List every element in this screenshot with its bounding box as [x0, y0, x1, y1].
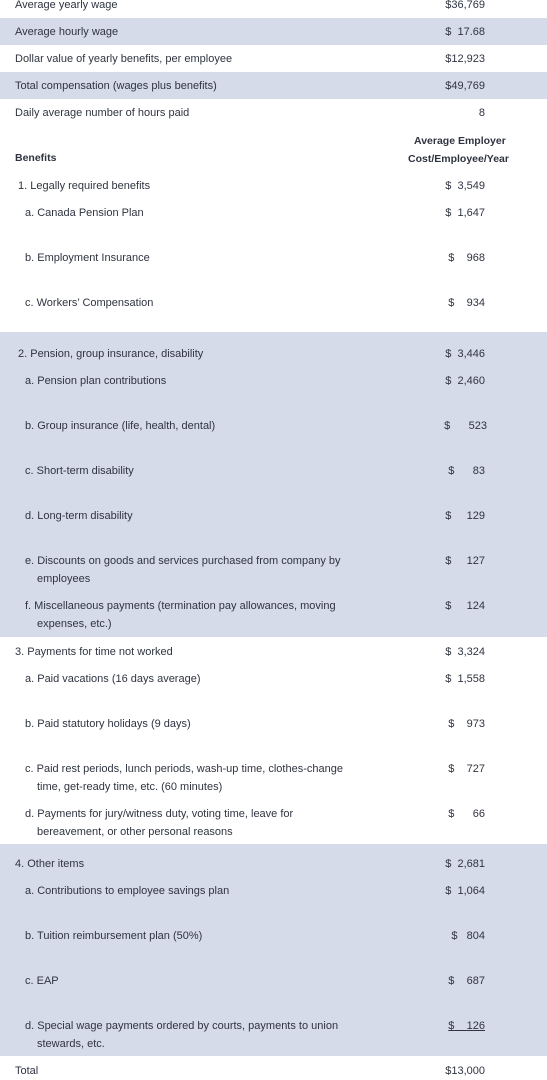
- summary-value: 8: [478, 107, 485, 119]
- group-total: $ 3,446: [445, 348, 485, 360]
- group-pension-insurance: [0, 332, 547, 637]
- summary-label: Average yearly wage: [15, 0, 118, 11]
- line-item-value: $ 126: [448, 1020, 485, 1032]
- group-title: 3. Payments for time not worked: [15, 646, 173, 658]
- summary-row: [0, 72, 547, 99]
- summary-row: [0, 45, 547, 72]
- line-item-label: c. EAP: [25, 975, 59, 987]
- line-item-label: a. Contributions to employee savings plan: [25, 885, 230, 897]
- summary-value: $12,923: [445, 53, 485, 65]
- line-item-label: b. Tuition reimbursement plan (50%): [25, 930, 203, 942]
- line-item-label: c. Workers’ Compensation: [25, 297, 154, 309]
- line-item-label: b. Paid statutory holidays (9 days): [25, 718, 191, 730]
- total-label: Total: [15, 1065, 39, 1077]
- line-item-label: d. Long-term disability: [25, 510, 133, 522]
- line-item-value: $ 968: [448, 252, 485, 264]
- cost-column-header-line2: Cost/Employee/Year: [408, 153, 509, 165]
- group-time-not-worked: [0, 637, 547, 844]
- cost-column-header-line1: Average Employer: [414, 135, 506, 147]
- line-item-value: $ 934: [448, 297, 485, 309]
- line-item-label: b. Group insurance (life, health, dental): [25, 420, 216, 432]
- group-title: 4. Other items: [15, 858, 85, 870]
- line-item-value: $ 523: [444, 420, 487, 432]
- line-item-label: f. Miscellaneous payments (termination pay allowances, moving expenses, etc.): [25, 600, 336, 630]
- summary-value: $36,769: [445, 0, 485, 11]
- line-item-label: d. Payments for jury/witness duty, voting time, leave for bereavement, or other personal reasons: [25, 808, 294, 838]
- summary-label: Dollar value of yearly benefits, per employee: [15, 53, 233, 65]
- line-item-value: $ 2,460: [445, 375, 485, 387]
- group-total: $ 2,681: [445, 858, 485, 870]
- line-item-value: $ 1,647: [445, 207, 485, 219]
- line-item-label: a. Canada Pension Plan: [25, 207, 144, 219]
- total-row: [0, 1056, 547, 1077]
- benefits-column-header: Benefits: [15, 152, 57, 164]
- line-item-label: c. Short-term disability: [25, 465, 134, 477]
- line-item-value: $ 1,558: [445, 673, 485, 685]
- line-item-value: $ 127: [445, 555, 485, 567]
- summary-value: $49,769: [445, 80, 485, 92]
- summary-row: [0, 18, 547, 45]
- summary-label: Daily average number of hours paid: [15, 107, 190, 119]
- group-total: $ 3,324: [445, 646, 485, 658]
- summary-row: [0, 0, 547, 18]
- line-item-value: $ 973: [448, 718, 485, 730]
- line-item-label: a. Pension plan contributions: [25, 375, 167, 387]
- group-legally-required: [0, 172, 547, 332]
- line-item-value: $ 66: [448, 808, 485, 820]
- summary-label: Total compensation (wages plus benefits): [15, 80, 217, 92]
- table-header: [0, 126, 547, 172]
- line-item-label: e. Discounts on goods and services purchased from company by employees: [25, 555, 341, 585]
- group-title: 1. Legally required benefits: [18, 180, 151, 192]
- group-title: 2. Pension, group insurance, disability: [18, 348, 204, 360]
- line-item-value: $ 83: [448, 465, 485, 477]
- line-item-label: c. Paid rest periods, lunch periods, wash-up time, clothes-change time, get-ready time, etc. (60 minutes): [25, 763, 343, 793]
- summary-value: $ 17.68: [445, 26, 485, 38]
- group-total: $ 3,549: [445, 180, 485, 192]
- line-item-value: $ 727: [448, 763, 485, 775]
- group-other-items: [0, 844, 547, 1056]
- line-item-value: $ 1,064: [445, 885, 485, 897]
- line-item-value: $ 687: [448, 975, 485, 987]
- summary-row: [0, 99, 547, 126]
- line-item-label: b. Employment Insurance: [25, 252, 150, 264]
- line-item-value: $ 124: [445, 600, 485, 612]
- line-item-value: $ 129: [445, 510, 485, 522]
- total-value: $13,000: [445, 1065, 485, 1077]
- line-item-value: $ 804: [451, 930, 485, 942]
- summary-label: Average hourly wage: [15, 26, 119, 38]
- line-item-label: d. Special wage payments ordered by courts, payments to union stewards, etc.: [25, 1020, 339, 1050]
- line-item-label: a. Paid vacations (16 days average): [25, 673, 201, 685]
